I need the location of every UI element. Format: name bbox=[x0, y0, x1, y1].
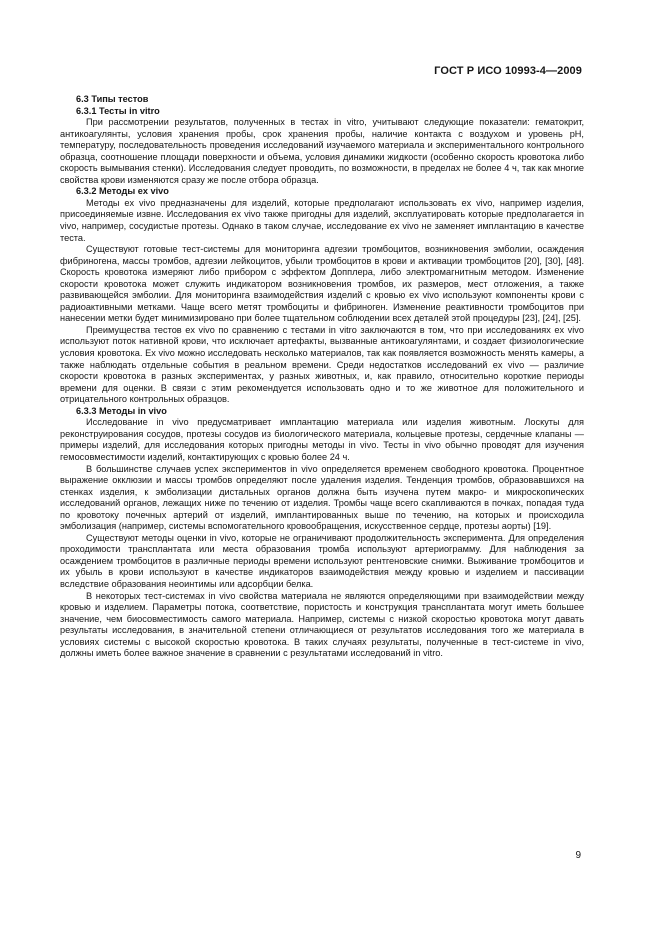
paragraph: Исследование in vivo предусматривает имплантацию материала или изделия животным. Лоскуты для реконструирования сосудов, протезы сосудов из биологического материала, кольцевые протезы, сердечные клапаны — примеры изделий, для исследования которых пригодны методы in vivo. Тесты in vivo обычно проводят для изучения гемосовместимости изделий, контактирующих с кровью более 24 ч. bbox=[60, 417, 584, 462]
heading-6-3-3: 6.3.3 Методы in vivo bbox=[76, 405, 167, 416]
heading-6-3-2: 6.3.2 Методы ex vivo bbox=[76, 186, 169, 197]
document-body bbox=[60, 94, 584, 660]
paragraph: При рассмотрении результатов, полученных в тестах in vitro, учитывают следующие показатели: гематокрит, антикоагулянты, условия хранения пробы, срок хранения пробы, наличие контакта с воздухом и уровень pH, температуру, последовательность проведения исследований изучаемого материала и экспериментального контрольного образца, соотношение площади поверхности и объема, условия динамики жидкости (особенно скорость кровотока либо скорость вымывания стенки). Исследования следует проводить, по возможности, в пределах не более 4 ч, так как многие свойства крови изменяются сразу же после отбора образца. bbox=[60, 117, 584, 185]
document-id-header: ГОСТ Р ИСО 10993-4—2009 bbox=[434, 65, 582, 77]
paragraph: Существуют готовые тест-системы для мониторинга адгезии тромбоцитов, возникновения эмболии, осаждения фибриногена, массы тромбов, адгезии лейкоцитов, убыли тромбоцитов в крови и активации тромбоцитов [20], [30], [48]. Скорость кровотока измеряют либо прибором с эффектом Допплера, либо электромагнитным методом. Изменение скорости кровотока может служить индикатором возникновения тромбов, их размеров, мест отложения, а также развивающейся эмболии. Для мониторинга взаимодействия изделий с кровью ex vivo используют компоненты крови с радиоактивными метками. Чаще всего метят тромбоциты и фибриноген. Изменение реактивности тромбоцитов при нанесении метки будет минимизировано при более тщательном соблюдении всех деталей этой процедуры [23], [24], [25]. bbox=[60, 244, 584, 324]
paragraph: Существуют методы оценки in vivo, которые не ограничивают продолжительность эксперимента. Для определения проходимости трансплантата или места образования тромба используют артериограмму. Для наблюдения за осаждением тромбоцитов в различные периоды времени используют рентгеновские снимки. Выживание тромбоцитов и их убыль в крови используют в качестве индикаторов взаимодействия между кровью и изделием и пассивации вследствие образования неоинтимы или адсорбции белка. bbox=[60, 532, 584, 589]
heading-6-3-1: 6.3.1 Тесты in vitro bbox=[76, 105, 160, 116]
paragraph: Методы ex vivo предназначены для изделий, которые предполагают использовать ex vivo, например изделия, присоединяемые извне. Исследования ex vivo также пригодны для изделий, эксплуатировать которые предполагается in vivo, например, сосудистые протезы. Однако в таком случае, исследование ex vivo не заменяет имплантацию в качестве теста. bbox=[60, 197, 584, 243]
page-number: 9 bbox=[575, 850, 581, 861]
paragraph: В большинстве случаев успех экспериментов in vivo определяется временем свободного кровотока. Процентное выражение окклюзии и массы тромбов определяют после удаления изделия. Тенденция тромбов, образовавшихся на стенках изделия, к эмболизации дистальных органов должна быть изучена путем макро- и микроскопических исследований органов, лежащих ниже по течению от изделия. Тромбы чаще всего скапливаются в почках, попадая туда по кровотоку почечных артерий от изделий, имплантированных выше по течению, на которых и происходила эмболизация (например, системы вспомогательного кровообращения, искусственное сердце, протезы аорты) [19]. bbox=[60, 463, 584, 532]
paragraph: Преимущества тестов ex vivo по сравнению с тестами in vitro заключаются в том, что при исследованиях ex vivo используют поток нативной крови, что исключает артефакты, вызванные антикоагулянтами, и создает физиологические условия кровотока. Ex vivo можно исследовать несколько материалов, так как появляется возможность менять камеры, а также наблюдать отдельные события в реальном времени. Среди недостатков исследований ex vivo — различие скорости кровотока в разных экспериментах, у разных животных, и, как правило, относительно короткие периоды времени для оценки. В связи с этим рекомендуется использовать одно и то же животное для положительного и отрицательного контрольных образцов. bbox=[60, 324, 584, 405]
heading-6-3: 6.3 Типы тестов bbox=[76, 94, 149, 104]
paragraph: В некоторых тест-системах in vivo свойства материала не являются определяющими при взаимодействии между кровью и изделием. Параметры потока, соответствие, пористость и конструкция трансплантата могут иметь большее значение, чем биосовместимость самого материала. Например, системы с низкой скоростью кровотока могут давать результаты исследования, в значительной степени отличающиеся от результатов исследования того же материала в условиях системы с высокой скоростью кровотока. В таких случаях результаты, полученные в тест-системе in vivo, должны иметь более важное значение в сравнении с результатами исследований in vitro. bbox=[60, 590, 584, 659]
